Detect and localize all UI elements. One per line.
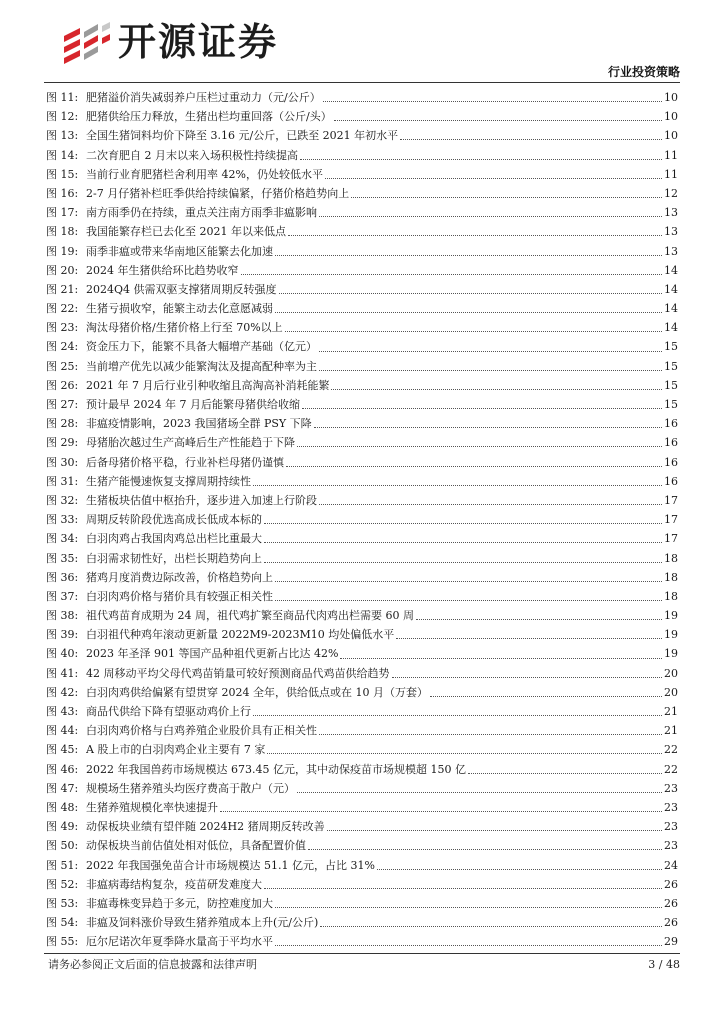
toc-dot-leader [264, 542, 662, 543]
toc-dot-leader [319, 734, 662, 735]
toc-page-number: 17 [664, 513, 678, 527]
toc-entry[interactable] [44, 414, 678, 433]
toc-dot-leader [377, 869, 662, 870]
toc-entry[interactable] [44, 491, 678, 510]
toc-figure-label: 图 25: [46, 359, 79, 373]
toc-figure-label: 图 15: [46, 167, 79, 181]
toc-dot-leader [416, 619, 662, 620]
toc-figure-title[interactable]: 2024Q4 供需双驱支撑猪周期反转强度 [86, 282, 277, 296]
toc-figure-title[interactable]: 2-7 月仔猪补栏旺季供给持续偏紧，仔猪价格趋势向上 [86, 186, 350, 200]
toc-dot-leader [320, 926, 662, 927]
toc-figure-title[interactable]: 我国能繁存栏已去化至 2021 年以来低点 [86, 225, 286, 239]
toc-page-number: 18 [664, 570, 678, 584]
toc-dot-leader [241, 274, 663, 275]
toc-dot-leader [253, 485, 662, 486]
toc-figure-title[interactable]: 2022 年我国强免苗合计市场规模达 51.1 亿元，占比 31% [86, 858, 375, 872]
toc-dot-leader [319, 351, 662, 352]
toc-page-number: 17 [664, 493, 678, 507]
toc-entry[interactable] [44, 875, 678, 894]
toc-figure-title[interactable]: 动保板块业绩有望伴随 2024H2 猪周期反转改善 [86, 820, 325, 834]
toc-page-number: 12 [664, 186, 678, 200]
toc-page-number: 13 [664, 225, 678, 239]
toc-figure-title[interactable]: 祖代鸡苗育成期为 24 周，祖代鸡扩繁至商品代肉鸡出栏需要 60 周 [86, 609, 414, 623]
toc-dot-leader [334, 120, 662, 121]
toc-page-number: 20 [664, 685, 678, 699]
toc-page-number: 24 [664, 858, 678, 872]
toc-figure-label: 图 54: [46, 916, 79, 930]
toc-figure-label: 图 22: [46, 302, 79, 316]
toc-figure-label: 图 30: [46, 455, 79, 469]
kaiyuan-logo-icon [58, 14, 114, 70]
toc-figure-label: 图 28: [46, 417, 79, 431]
toc-entry[interactable] [44, 261, 678, 280]
toc-entry[interactable] [44, 721, 678, 740]
toc-page-number: 10 [664, 129, 678, 143]
toc-figure-title[interactable]: 非瘟毒株变异趋于多元，防控难度加大 [86, 896, 273, 910]
toc-entry[interactable] [44, 107, 678, 126]
toc-figure-label: 图 20: [46, 263, 79, 277]
toc-page-number: 14 [664, 282, 678, 296]
toc-dot-leader [430, 696, 662, 697]
toc-entry[interactable] [44, 337, 678, 356]
toc-entry[interactable] [44, 299, 678, 318]
header-divider [44, 82, 680, 83]
toc-dot-leader [331, 389, 662, 390]
toc-figure-title[interactable]: 2021 年 7 月后行业引种收缩且高淘高补消耗能繁 [86, 378, 330, 392]
toc-figure-title[interactable]: 生猪亏损收窄，能繁主动去化意愿减弱 [86, 302, 273, 316]
toc-figure-label: 图 13: [46, 129, 79, 143]
toc-entry[interactable] [44, 472, 678, 491]
toc-page-number: 17 [664, 532, 678, 546]
toc-figure-title[interactable]: 2024 年生猪供给环比趋势收窄 [86, 263, 239, 277]
toc-entry[interactable] [44, 242, 678, 261]
toc-entry[interactable] [44, 280, 678, 299]
toc-page-number: 18 [664, 551, 678, 565]
toc-figure-label: 图 49: [46, 820, 79, 834]
toc-figure-label: 图 43: [46, 705, 79, 718]
toc-figure-label: 图 33: [46, 513, 79, 527]
toc-page-number: 15 [664, 359, 678, 373]
toc-entry[interactable] [44, 395, 678, 414]
toc-figure-label: 图 50: [46, 839, 79, 853]
toc-dot-leader [275, 600, 662, 601]
toc-figure-label: 图 35: [46, 551, 79, 565]
toc-figure-label: 图 45: [46, 743, 79, 757]
toc-dot-leader [302, 408, 662, 409]
page-number: 3 / 48 [648, 958, 680, 971]
toc-dot-leader [340, 658, 662, 659]
toc-entry[interactable] [44, 817, 678, 836]
toc-page-number: 21 [664, 724, 678, 738]
toc-dot-leader [297, 446, 662, 447]
toc-dot-leader [275, 581, 662, 582]
toc-figure-label: 图 41: [46, 666, 79, 680]
toc-figure-label: 图 51: [46, 858, 79, 872]
toc-figure-label: 图 36: [46, 570, 79, 584]
toc-page-number: 11 [664, 148, 678, 162]
toc-entry[interactable] [44, 702, 678, 721]
toc-entry[interactable] [44, 376, 678, 395]
toc-dot-leader [220, 811, 662, 812]
toc-figure-title[interactable]: 当前行业育肥猪栏舍利用率 42%，仍处较低水平 [86, 167, 323, 181]
toc-dot-leader [400, 139, 662, 140]
toc-entry[interactable] [44, 433, 678, 452]
figure-index-list [44, 88, 678, 951]
toc-figure-label: 图 40: [46, 647, 79, 661]
toc-entry[interactable] [44, 760, 678, 779]
toc-page-number: 10 [664, 91, 678, 104]
toc-figure-title[interactable]: 周期反转阶段优选高成长低成本标的 [86, 513, 262, 527]
toc-dot-leader [319, 370, 662, 371]
toc-figure-label: 图 34: [46, 532, 79, 546]
toc-page-number: 18 [664, 589, 678, 603]
toc-page-number: 14 [664, 321, 678, 335]
brand-name: 开源证券 [118, 20, 279, 64]
toc-dot-leader [300, 159, 662, 160]
toc-dot-leader [308, 849, 662, 850]
toc-dot-leader [286, 466, 662, 467]
toc-figure-label: 图 27: [46, 398, 79, 411]
toc-page-number: 20 [664, 666, 678, 680]
toc-figure-label: 图 26: [46, 378, 79, 392]
toc-figure-label: 图 55: [46, 935, 79, 949]
toc-entry[interactable] [44, 568, 678, 587]
toc-page-number: 23 [664, 820, 678, 834]
toc-page-number: 22 [664, 743, 678, 757]
toc-figure-title[interactable]: 2022 年我国兽药市场规模达 673.45 亿元，其中动保疫苗市场规模超 150 亿 [86, 762, 466, 776]
toc-page-number: 15 [664, 340, 678, 354]
footer-divider [44, 953, 680, 954]
toc-figure-label: 图 53: [46, 896, 79, 910]
toc-figure-title[interactable]: 白羽祖代种鸡年滚动更新量 2022M9-2023M10 均处偏低水平 [86, 628, 395, 642]
toc-figure-label: 图 14: [46, 148, 79, 162]
toc-entry[interactable] [44, 779, 678, 798]
toc-entry[interactable] [44, 644, 678, 663]
toc-dot-leader [279, 293, 662, 294]
toc-page-number: 10 [664, 110, 678, 124]
toc-dot-leader [285, 331, 662, 332]
toc-figure-title[interactable]: 后备母猪价格平稳，行业补栏母猪仍谨慎 [86, 455, 284, 469]
toc-figure-title[interactable]: 白羽肉鸡价格与猪价具有较强正相关性 [86, 589, 273, 603]
toc-entry[interactable] [44, 510, 678, 529]
page-header [0, 0, 724, 92]
footer-disclaimer: 请务必参阅正文后面的信息披露和法律声明 [48, 958, 257, 971]
toc-figure-label: 图 12: [46, 110, 79, 124]
toc-page-number: 19 [664, 647, 678, 661]
toc-page-number: 14 [664, 263, 678, 277]
toc-dot-leader [319, 504, 662, 505]
toc-entry[interactable] [44, 664, 678, 683]
toc-page-number: 26 [664, 916, 678, 930]
toc-dot-leader [468, 773, 662, 774]
toc-page-number: 23 [664, 781, 678, 795]
toc-entry[interactable] [44, 856, 678, 875]
toc-dot-leader [297, 792, 662, 793]
toc-dot-leader [319, 216, 662, 217]
toc-page-number: 19 [664, 628, 678, 642]
toc-entry[interactable] [44, 606, 678, 625]
toc-dot-leader [275, 255, 662, 256]
toc-figure-label: 图 42: [46, 685, 79, 699]
toc-dot-leader [323, 101, 662, 102]
toc-page-number: 11 [664, 167, 678, 181]
toc-entry[interactable] [44, 222, 678, 241]
toc-page-number: 21 [664, 705, 678, 718]
toc-figure-label: 图 38: [46, 609, 79, 623]
toc-entry[interactable] [44, 798, 678, 817]
toc-figure-label: 图 47: [46, 781, 79, 795]
toc-entry[interactable] [44, 683, 678, 702]
toc-figure-title[interactable]: 二次育肥自 2 月末以来入场积极性持续提高 [86, 148, 298, 162]
toc-entry[interactable] [44, 913, 678, 932]
toc-entry[interactable] [44, 894, 678, 913]
toc-figure-title[interactable]: A 股上市的白羽肉鸡企业主要有 7 家 [86, 743, 266, 757]
toc-page-number: 13 [664, 244, 678, 258]
toc-figure-title[interactable]: 肥猪溢价消失减弱养户压栏过重动力（元/公斤） [86, 91, 321, 104]
toc-figure-title[interactable]: 白羽肉鸡占我国肉鸡总出栏比重最大 [86, 532, 262, 546]
toc-page-number: 13 [664, 206, 678, 220]
toc-entry[interactable] [44, 625, 678, 644]
toc-figure-title[interactable]: 动保板块当前估值处相对低位，具备配置价值 [86, 839, 306, 853]
toc-figure-label: 图 31: [46, 474, 79, 488]
toc-figure-label: 图 29: [46, 436, 79, 450]
toc-figure-label: 图 23: [46, 321, 79, 335]
toc-page-number: 19 [664, 609, 678, 623]
toc-figure-title[interactable]: 白羽需求韧性好，出栏长期趋势向上 [86, 551, 262, 565]
toc-figure-title[interactable]: 白羽肉鸡供给偏紧有望贯穿 2024 全年，供给低点或在 10 月（万套） [86, 685, 428, 699]
toc-dot-leader [264, 523, 662, 524]
toc-entry[interactable] [44, 357, 678, 376]
toc-figure-label: 图 17: [46, 206, 79, 220]
toc-dot-leader [264, 562, 662, 563]
toc-page-number: 26 [664, 877, 678, 891]
toc-dot-leader [267, 753, 662, 754]
toc-figure-title[interactable]: 猪鸡月度消费边际改善，价格趋势向上 [86, 570, 273, 584]
toc-entry[interactable] [44, 88, 678, 107]
toc-figure-title[interactable]: 淘汰母猪价格/生猪价格上行至 70%以上 [86, 321, 283, 335]
toc-figure-title[interactable]: 全国生猪饲料均价下降至 3.16 元/公斤，已跌至 2021 年初水平 [86, 129, 399, 143]
toc-figure-title[interactable]: 雨季非瘟或带来华南地区能繁去化加速 [86, 244, 273, 258]
toc-dot-leader [275, 907, 662, 908]
toc-dot-leader [314, 427, 662, 428]
toc-dot-leader [351, 197, 662, 198]
toc-entry[interactable] [44, 146, 678, 165]
toc-page-number: 22 [664, 762, 678, 776]
toc-figure-label: 图 19: [46, 244, 79, 258]
toc-entry[interactable] [44, 184, 678, 203]
toc-figure-title[interactable]: 生猪养殖规模化率快速提升 [86, 800, 218, 814]
toc-figure-title[interactable]: 商品代供给下降有望驱动鸡价上行 [86, 705, 251, 718]
toc-figure-title[interactable]: 规模场生猪养殖头均医疗费高于散户（元） [86, 781, 295, 795]
toc-figure-label: 图 11: [46, 91, 79, 104]
toc-figure-label: 图 39: [46, 628, 79, 642]
toc-figure-title[interactable]: 非瘟病毒结构复杂，疫苗研发难度大 [86, 877, 262, 891]
toc-dot-leader [325, 178, 662, 179]
toc-page-number: 23 [664, 839, 678, 853]
toc-figure-title[interactable]: 42 周移动平均父母代鸡苗销量可较好预测商品代鸡苗供给趋势 [86, 666, 390, 680]
toc-dot-leader [253, 715, 662, 716]
toc-figure-label: 图 32: [46, 493, 79, 507]
toc-figure-label: 图 46: [46, 762, 79, 776]
toc-figure-label: 图 44: [46, 724, 79, 738]
toc-figure-label: 图 52: [46, 877, 79, 891]
toc-entry[interactable] [44, 529, 678, 548]
toc-dot-leader [275, 312, 662, 313]
toc-figure-title[interactable]: 生猪产能慢速恢复支撑周期持续性 [86, 474, 251, 488]
toc-figure-label: 图 37: [46, 589, 79, 603]
toc-figure-title[interactable]: 非瘟及饲料涨价导致生猪养殖成本上升(元/公斤) [86, 916, 319, 930]
toc-figure-label: 图 24: [46, 340, 79, 354]
toc-entry[interactable] [44, 453, 678, 472]
toc-page-number: 26 [664, 896, 678, 910]
toc-page-number: 15 [664, 398, 678, 411]
toc-dot-leader [288, 235, 662, 236]
toc-page-number: 15 [664, 378, 678, 392]
toc-figure-title[interactable]: 白羽肉鸡价格与白鸡养殖企业股价具有正相关性 [86, 724, 317, 738]
toc-entry[interactable] [44, 587, 678, 606]
toc-dot-leader [392, 677, 663, 678]
toc-page-number: 16 [664, 417, 678, 431]
toc-figure-title[interactable]: 资金压力下，能繁不具备大幅增产基础（亿元） [86, 340, 317, 354]
toc-figure-title[interactable]: 厄尔尼诺次年夏季降水量高于平均水平 [86, 935, 273, 949]
toc-page-number: 16 [664, 455, 678, 469]
toc-entry[interactable] [44, 740, 678, 759]
toc-dot-leader [327, 830, 662, 831]
toc-entry[interactable] [44, 318, 678, 337]
toc-dot-leader [264, 888, 662, 889]
toc-figure-title[interactable]: 肥猪供给压力释放，生猪出栏均重回落（公斤/头） [86, 110, 332, 124]
toc-figure-title[interactable]: 当前增产优先以减少能繁淘汰及提高配种率为主 [86, 359, 317, 373]
toc-figure-title[interactable]: 生猪板块估值中枢抬升，逐步进入加速上行阶段 [86, 493, 317, 507]
toc-entry[interactable] [44, 932, 678, 951]
toc-figure-label: 图 18: [46, 225, 79, 239]
report-category: 行业投资策略 [607, 65, 680, 79]
toc-page-number: 29 [664, 935, 678, 949]
toc-page-number: 16 [664, 474, 678, 488]
toc-entry[interactable] [44, 836, 678, 855]
toc-entry[interactable] [44, 549, 678, 568]
toc-figure-label: 图 21: [46, 282, 79, 296]
toc-figure-label: 图 48: [46, 800, 79, 814]
toc-page-number: 23 [664, 800, 678, 814]
toc-figure-title[interactable]: 母猪胎次越过生产高峰后生产性能趋于下降 [86, 436, 295, 450]
toc-figure-title[interactable]: 2023 年圣泽 901 等国产品种祖代更新占比达 42% [86, 647, 339, 661]
toc-figure-label: 图 16: [46, 186, 79, 200]
toc-entry[interactable] [44, 203, 678, 222]
toc-entry[interactable] [44, 165, 678, 184]
toc-page-number: 16 [664, 436, 678, 450]
toc-figure-title[interactable]: 非瘟疫情影响，2023 我国猪场全群 PSY 下降 [86, 417, 312, 431]
toc-dot-leader [275, 945, 662, 946]
toc-figure-title[interactable]: 南方雨季仍在持续，重点关注南方雨季非瘟影响 [86, 206, 317, 220]
toc-page-number: 14 [664, 302, 678, 316]
toc-entry[interactable] [44, 126, 678, 145]
toc-figure-title[interactable]: 预计最早 2024 年 7 月后能繁母猪供给收缩 [86, 398, 300, 411]
toc-dot-leader [396, 638, 662, 639]
